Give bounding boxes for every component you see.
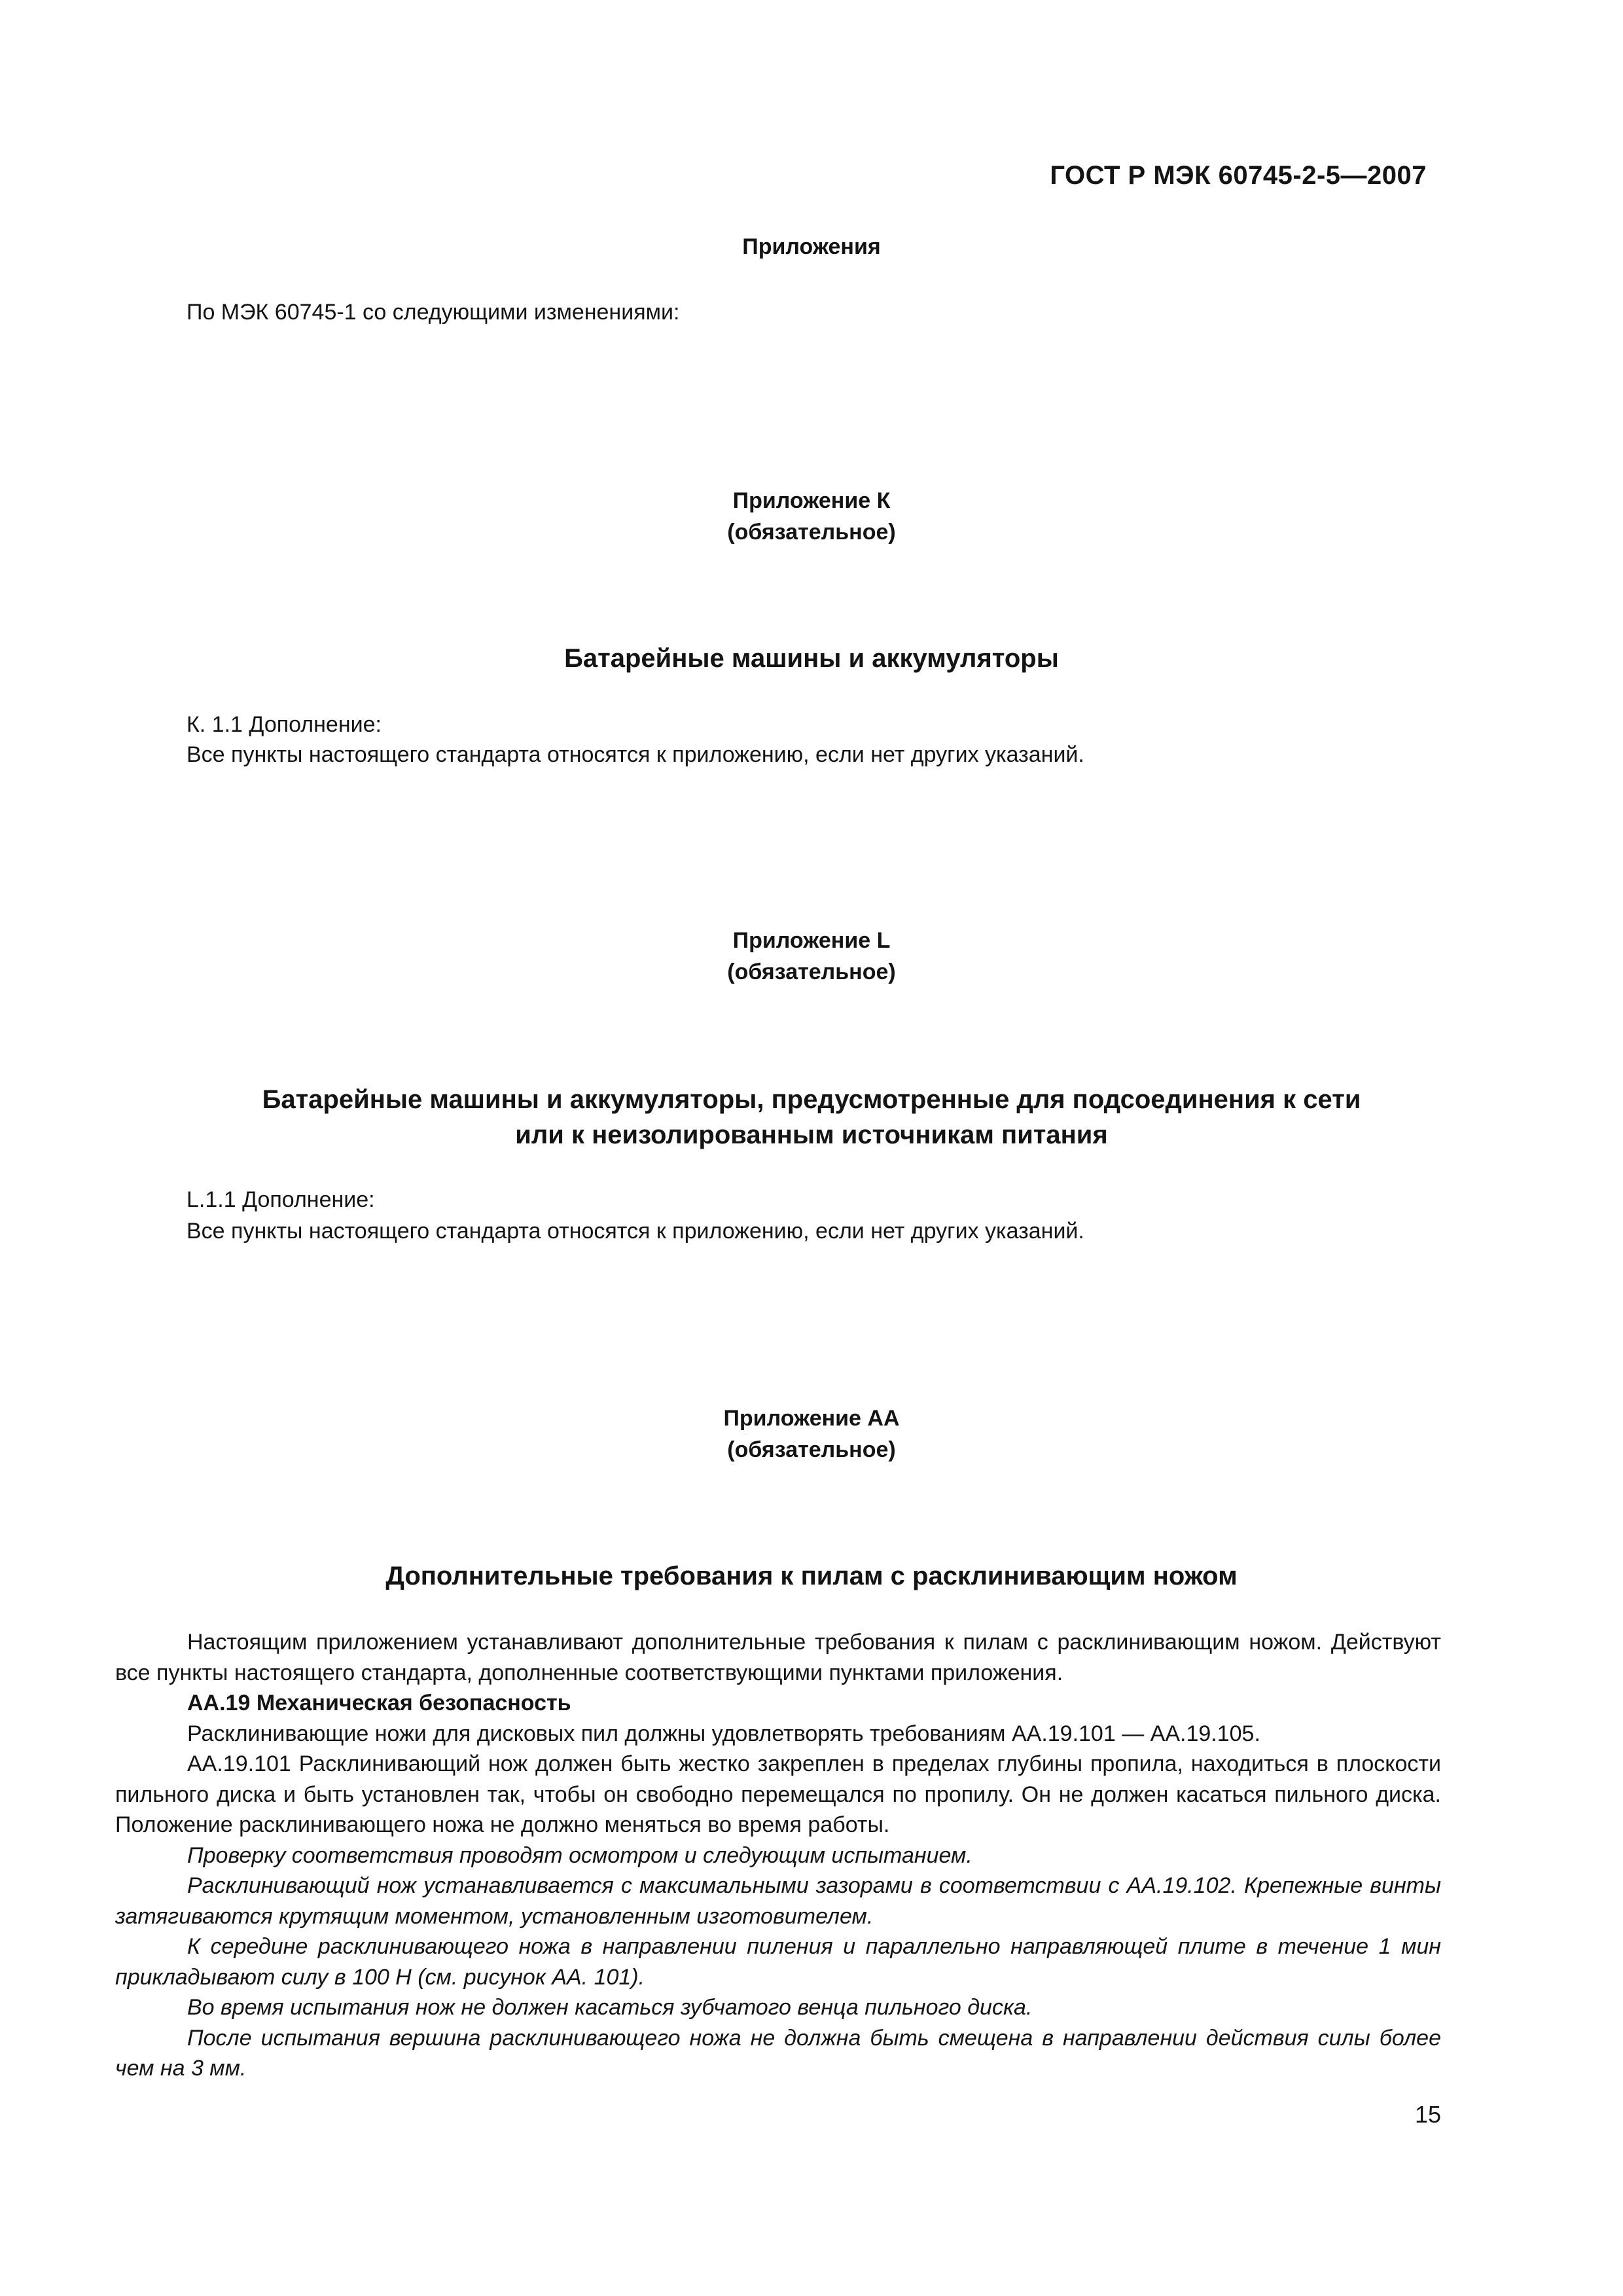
annex-aa-title: Приложение АА	[723, 1406, 900, 1431]
annex-k-heading: Батарейные машины и аккумуляторы	[564, 644, 1059, 673]
annex-l-heading-line1: Батарейные машины и аккумуляторы, предусмотренные для подсоединения к сети	[262, 1085, 1361, 1114]
annex-aa-status: (обязательное)	[727, 1437, 896, 1462]
annex-k-status: (обязательное)	[727, 520, 896, 545]
aa-paragraph-check: Проверку соответствия проводят осмотром и следующим испытанием.	[187, 1842, 972, 1868]
annex-aa-heading: Дополнительные требования к пилам с расклинивающим ножом	[385, 1562, 1238, 1590]
aa-paragraph-contact: Во время испытания нож не должен касаться зубчатого венца пильного диска.	[187, 1995, 1033, 2020]
aa-paragraph-intro: Настоящим приложением устанавливают дополнительные требования к пилам с расклинивающим ножом. Действуют все пункты настоящего стандарта, дополненные соответствующими пунктами приложения.	[115, 1630, 1441, 1685]
aa-paragraph-force: К середине расклинивающего ножа в направлении пиления и параллельно направляющей плите в течение 1 мин прикладывают силу в 100 Н (см. рисунок АА. 101).	[115, 1934, 1441, 1990]
aa-section-title: АА.19 Механическая безопасность	[187, 1691, 571, 1715]
appendices-title: Приложения	[742, 234, 881, 259]
annex-l-status: (обязательное)	[727, 960, 896, 984]
annex-l-title: Приложение L	[732, 928, 891, 953]
aa-paragraph-requirements: Расклинивающие ножи для дисковых пил должны удовлетворять требованиям АА.19.101 — АА.19.105.	[187, 1721, 1260, 1746]
annex-l-text: Все пункты настоящего стандарта относятся к приложению, если нет других указаний.	[187, 1219, 1084, 1244]
aa-paragraph-mounting: Расклинивающий нож устанавливается с максимальными зазорами в соответствии с АА.19.102. Крепежные винты затягиваются крутящим моментом, установленным изготовителем.	[115, 1873, 1441, 1929]
annex-l-clause: L.1.1 Дополнение:	[187, 1187, 375, 1212]
intro-line: По МЭК 60745-1 со следующими изменениями:	[187, 300, 680, 325]
standard-code: ГОСТ Р МЭК 60745-2-5—2007	[1050, 161, 1427, 190]
page-number: 15	[1414, 2101, 1441, 2128]
aa-paragraph-19-101: АА.19.101 Расклинивающий нож должен быть жестко закреплен в пределах глубины пропила, находиться в плоскости пильного диска и быть установлен так, чтобы он свободно перемещался по пропилу. Он не должен касаться пильного диска. Положение расклинивающего ножа не должно меняться во время работы.	[115, 1751, 1441, 1837]
annex-aa-body	[115, 1627, 1441, 2084]
aa-paragraph-displacement: После испытания вершина расклинивающего ножа не должна быть смещена в направлении действия силы более чем на 3 мм.	[115, 2025, 1441, 2081]
annex-l-heading-line2: или к неизолированным источникам питания	[515, 1121, 1108, 1149]
annex-k-clause: К. 1.1 Дополнение:	[187, 712, 382, 737]
annex-k-title: Приложение К	[732, 488, 891, 513]
annex-k-text: Все пункты настоящего стандарта относятся к приложению, если нет других указаний.	[187, 742, 1084, 767]
